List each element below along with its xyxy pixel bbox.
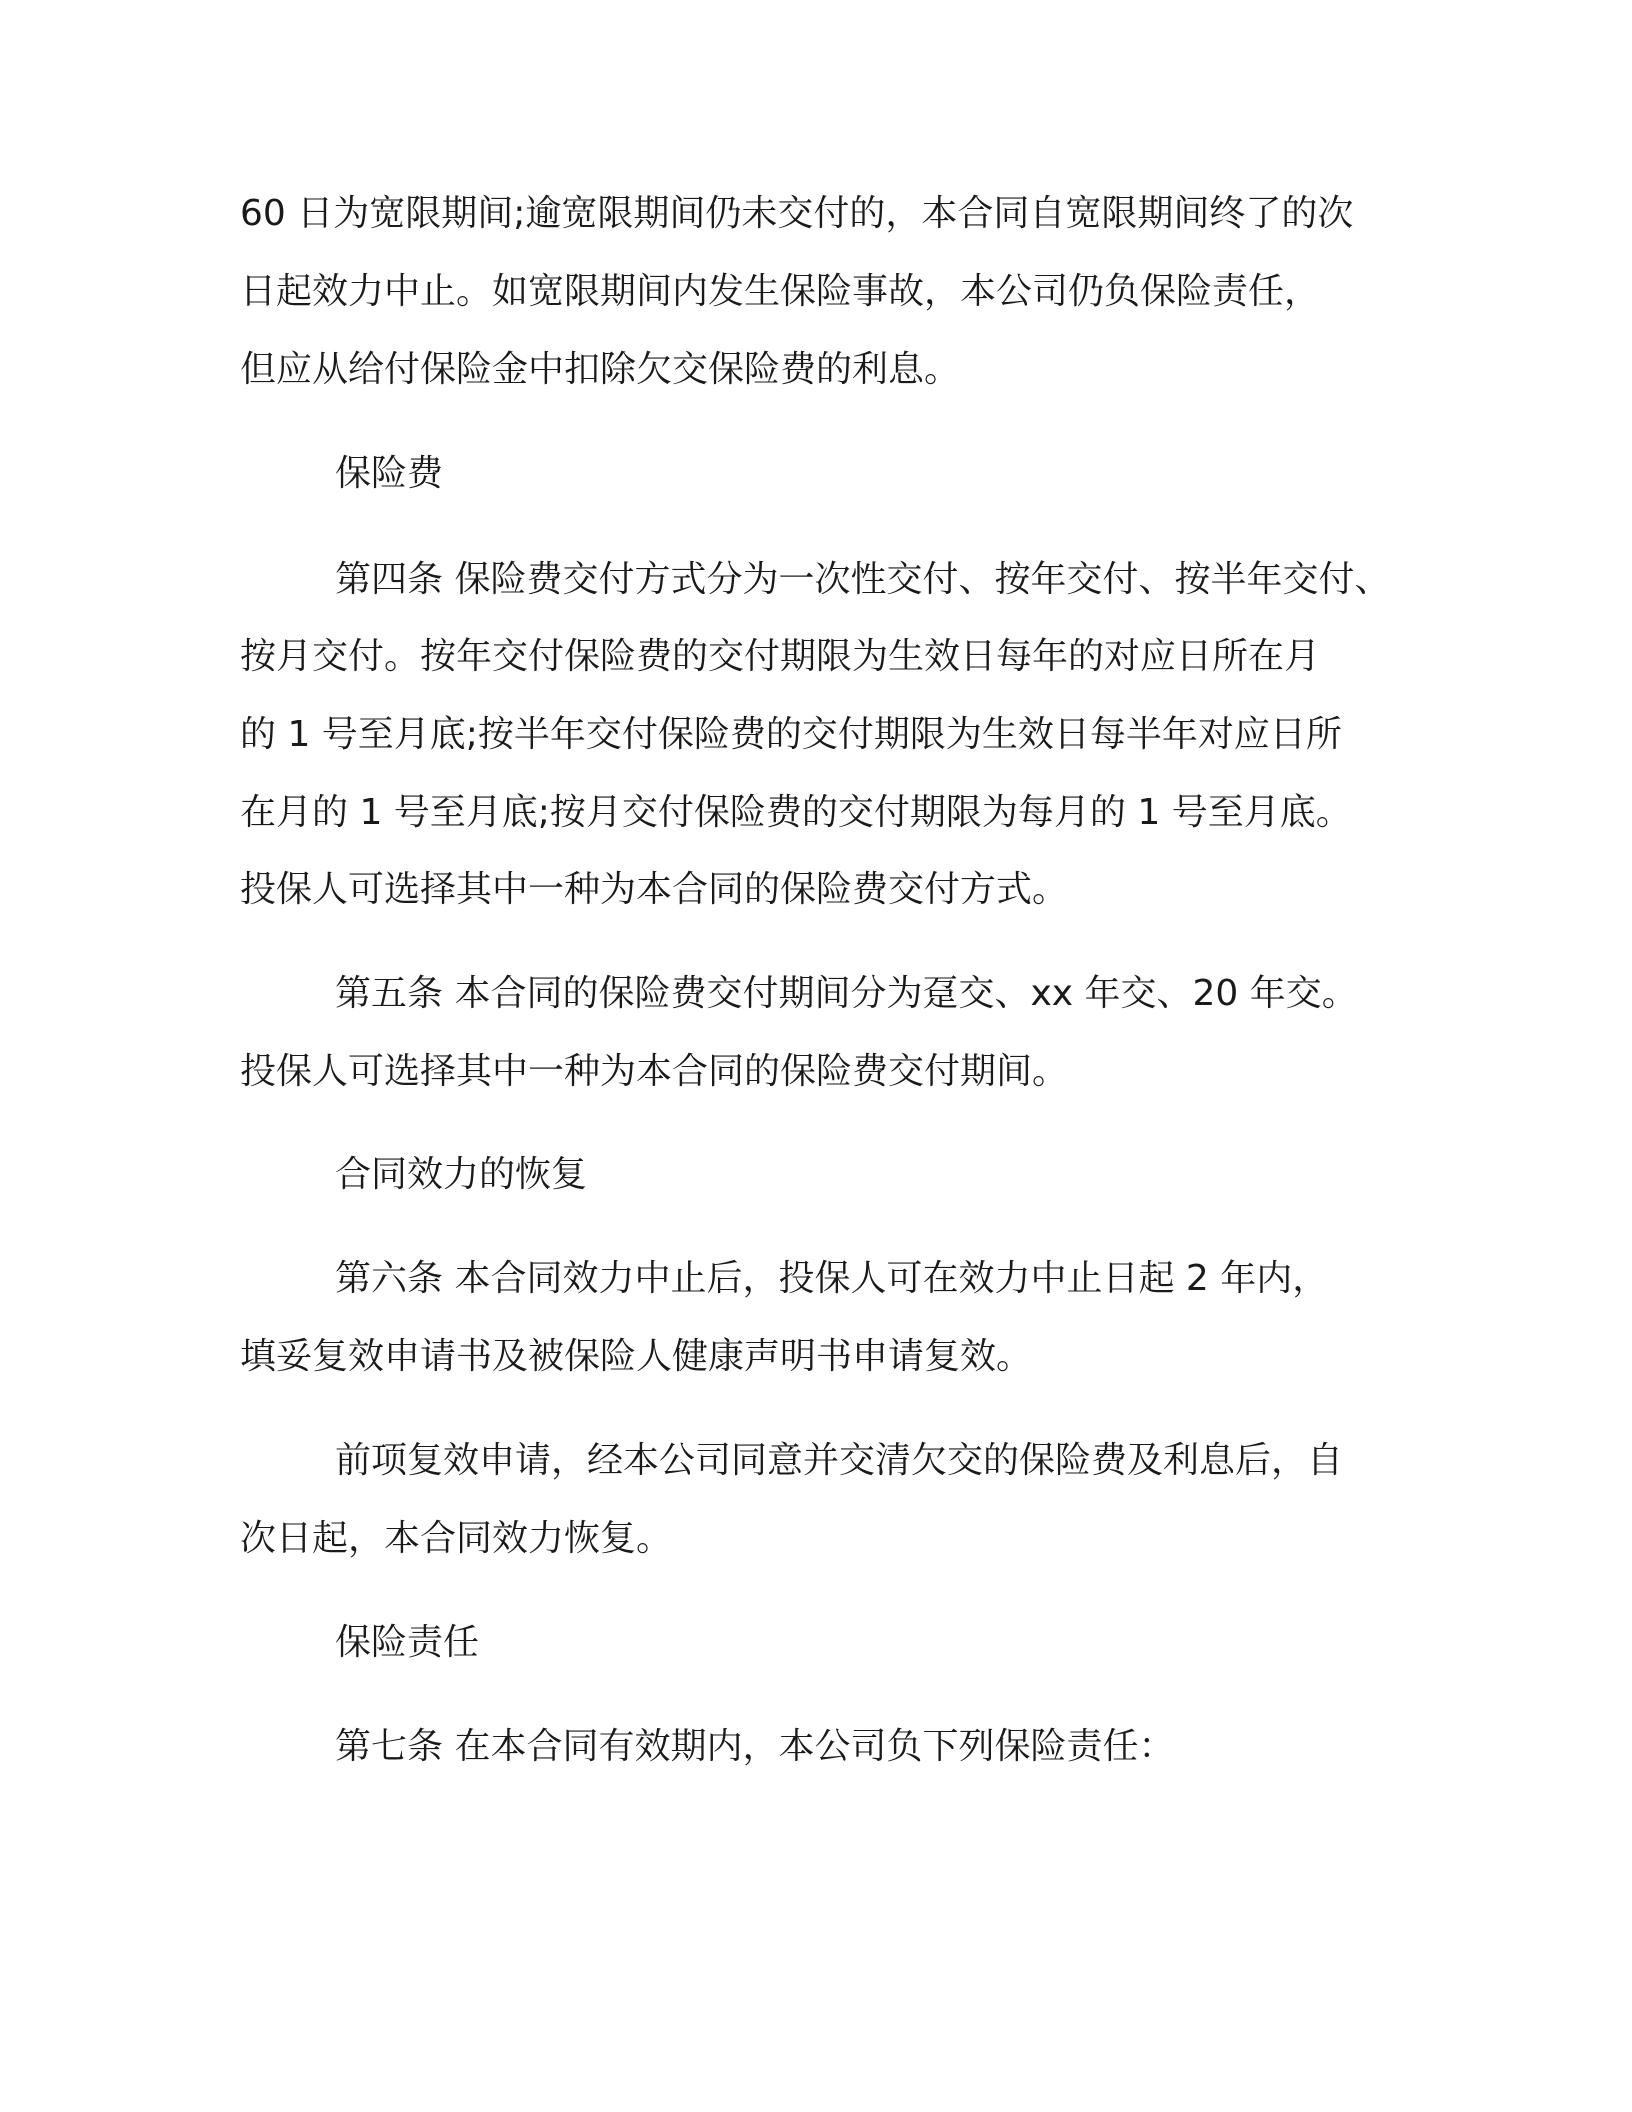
section-heading-restoration: 合同效力的恢复 xyxy=(335,1154,588,1195)
section-heading-liability: 保险责任 xyxy=(335,1622,480,1663)
paragraph-restoration-line-2: 次日起，本合同效力恢复。 xyxy=(240,1518,673,1559)
article-4-line-5: 投保人可选择其中一种为本合同的保险费交付方式。 xyxy=(240,869,1069,910)
article-7-line-1: 第七条 在本合同有效期内，本公司负下列保险责任： xyxy=(335,1726,1175,1767)
article-5-line-2: 投保人可选择其中一种为本合同的保险费交付期间。 xyxy=(240,1051,1069,1092)
paragraph-grace-period-line-2: 日起效力中止。如宽限期间内发生保险事故，本公司仍负保险责任， xyxy=(240,271,1321,312)
section-heading-premium: 保险费 xyxy=(335,453,444,494)
article-4-line-4: 在月的 1 号至月底;按月交付保险费的交付期限为每月的 1 号至月底。 xyxy=(240,792,1352,833)
article-6-line-1: 第六条 本合同效力中止后，投保人可在效力中止日起 2 年内， xyxy=(335,1258,1329,1299)
article-5-line-1: 第五条 本合同的保险费交付期间分为趸交、xx 年交、20 年交。 xyxy=(335,973,1358,1014)
article-4-line-1: 第四条 保险费交付方式分为一次性交付、按年交付、按半年交付、 xyxy=(335,559,1391,600)
paragraph-grace-period-line-3: 但应从给付保险金中扣除欠交保险费的利息。 xyxy=(240,349,961,390)
article-4-line-3: 的 1 号至月底;按半年交付保险费的交付期限为生效日每半年对应日所 xyxy=(240,714,1342,755)
article-6-line-2: 填妥复效申请书及被保险人健康声明书申请复效。 xyxy=(240,1336,1033,1377)
article-4-line-2: 按月交付。按年交付保险费的交付期限为生效日每年的对应日所在月 xyxy=(240,636,1321,677)
paragraph-restoration-line-1: 前项复效申请，经本公司同意并交清欠交的保险费及利息后，自 xyxy=(335,1440,1344,1481)
paragraph-grace-period-line-1: 60 日为宽限期间;逾宽限期间仍未交付的，本合同自宽限期间终了的次 xyxy=(240,193,1354,234)
